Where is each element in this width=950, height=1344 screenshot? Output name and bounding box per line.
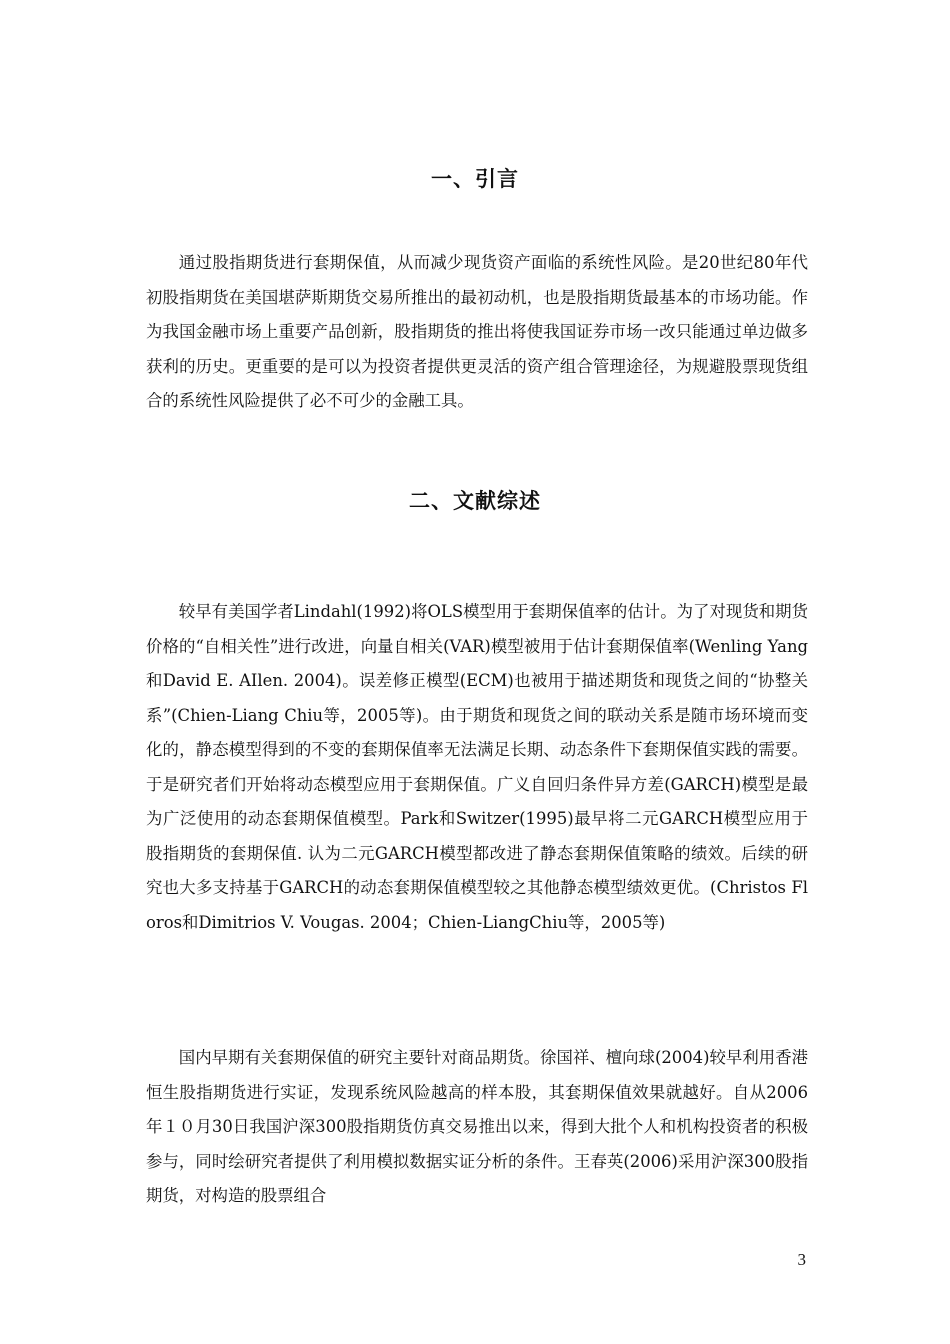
section-heading-literature-review: 二、文献综述 — [409, 489, 541, 513]
paragraph-literature-domestic: 国内早期有关套期保值的研究主要针对商品期货。徐国祥、檀向球(2004)较早利用香港恒生股指期货进行实证，发现系统风险越高的样本股，其套期保值效果就越好。自从2006年１０月30日我国沪深300股指期货仿真交易推出以来，得到大批个人和机构投资者的积极参与，同时绘研究者提供了利用模拟数据实证分析的条件。王春英(2006)采用沪深300股指期货，对构造的股票组合 — [146, 1048, 808, 1205]
page-number: 3 — [797, 1250, 806, 1269]
paragraph-introduction: 通过股指期货进行套期保值，从而减少现货资产面临的系统性风险。是20世纪80年代初股指期货在美国堪萨斯期货交易所推出的最初动机，也是股指期货最基本的市场功能。作为我国金融市场上重要产品创新，股指期货的推出将使我国证券市场一改只能通过单边做多获利的历史。更重要的是可以为投资者提供更灵活的资产组合管理途径，为规避股票现货组合的系统性风险提供了必不可少的金融工具。 — [146, 253, 808, 410]
paragraph-literature-foreign: 较早有美国学者Lindahl(1992)将OLS模型用于套期保值率的估计。为了对现货和期货价格的“自相关性”进行改进，向量自相关(VAR)模型被用于估计套期保值率(Wenling Yang和David E. AIlen. 2004)。误差修正模型(ECM)也被用于描述期货和现货之间的“协整关系”(Chien-Liang Chiu等，2005等)。由于期货和现货之间的联动关系是随市场环境而变化的，静态模型得到的不变的套期保值率无法满足长期、动态条件下套期保值实践的需要。于是研究者们开始将动态模型应用于套期保值。广义自回归条件异方差(GARCH)模型是最为广泛使用的动态套期保值模型。Park和Switzer(1995)最早将二元GARCH模型应用于股指期货的套期保值. 认为二元GARCH模型都改进了静态套期保值策略的绩效。后续的研究也大多支持基于GARCH的动态套期保值模型较之其他静态模型绩效更优。(Christos Floros和Dimitrios V. Vougas. 2004；Chien-LiangChiu等，2005等) — [146, 602, 808, 932]
section-heading-introduction: 一、引言 — [431, 167, 519, 191]
